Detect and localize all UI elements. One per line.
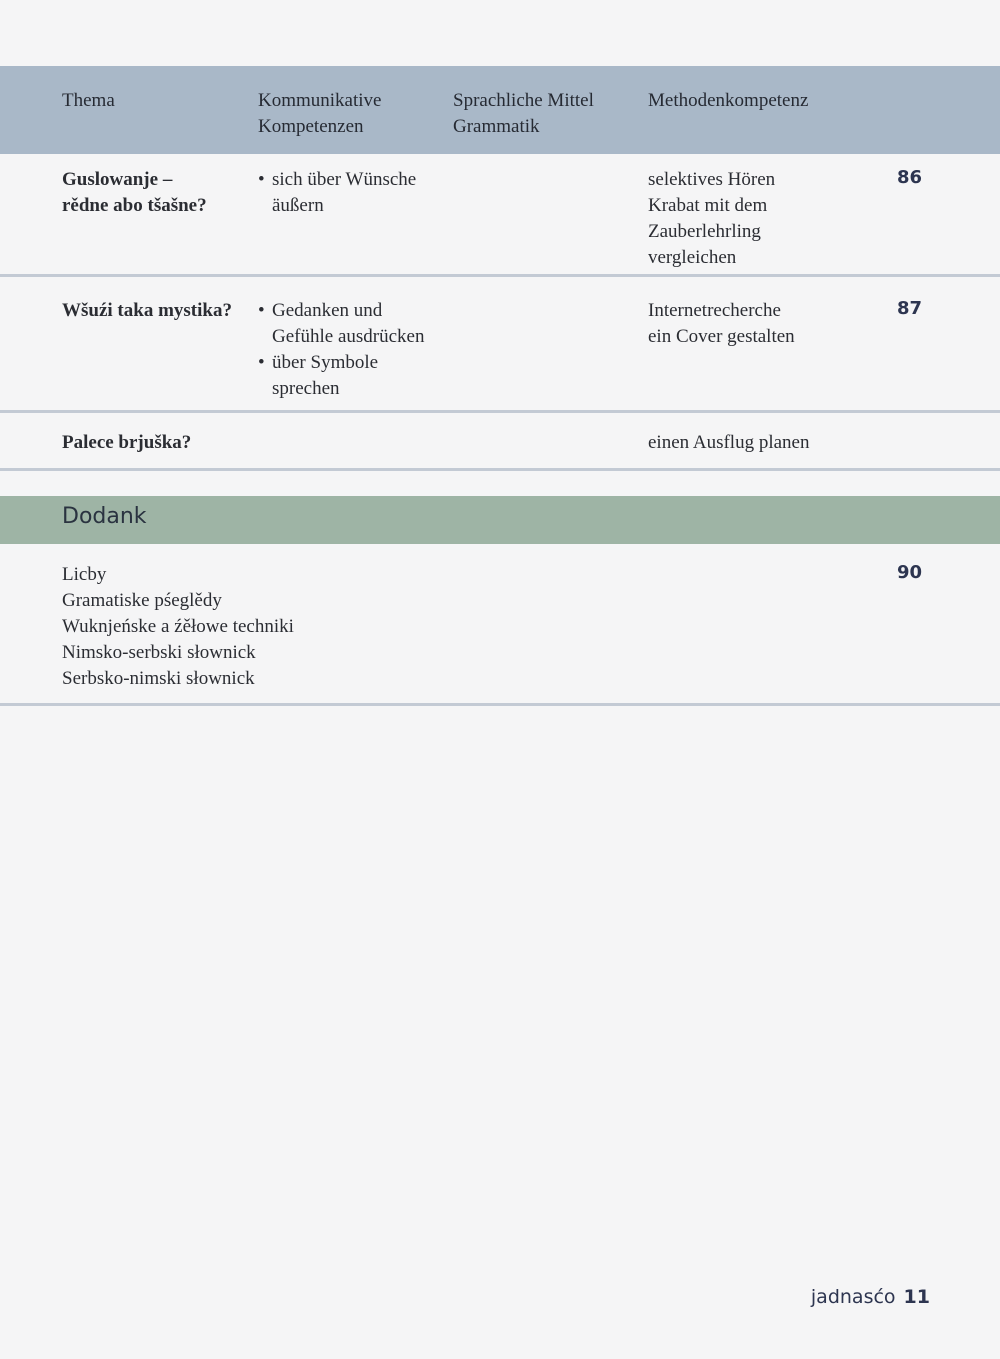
row-3-methoden-line1: einen Ausflug planen (648, 432, 810, 453)
row-2-methoden (648, 298, 888, 350)
row-1-page-number: 86 (896, 167, 922, 188)
row-1-thema (62, 167, 252, 219)
row-2-methoden-line2: ein Cover gestalten (648, 326, 795, 347)
page-footer (811, 1286, 930, 1308)
row-1-thema-line1: Guslowanje – (62, 169, 173, 190)
section-title: Dodank (62, 504, 147, 529)
row-2-bullet-1 (258, 298, 453, 350)
row-2-thema (62, 298, 257, 324)
row-2-bullet-1-line1: • Gedanken und (272, 300, 383, 321)
appendix-item: Serbsko-nimski słownick (62, 668, 255, 689)
row-2-bullet-2-line2: sprechen (272, 378, 340, 399)
column-header-kompetenzen-line1: Kommunikative (258, 90, 382, 111)
column-header-sprachliche-mittel (453, 88, 638, 140)
column-header-kompetenzen (258, 88, 438, 140)
row-1-bullet-1 (258, 167, 448, 219)
appendix-item: Gramatiske pśeglědy (62, 590, 222, 611)
column-header-sprachliche-line1: Sprachliche Mittel (453, 90, 594, 111)
row-2-methoden-line1: Internetrecherche (648, 300, 781, 321)
column-header-thema: Thema (62, 90, 115, 111)
section-header-dodank (0, 496, 1000, 544)
row-2-page-number: 87 (896, 298, 922, 319)
appendix-item: Wuknjeńske a źěłowe techniki (62, 616, 294, 637)
table-header (0, 66, 1000, 154)
appendix-item: Licby (62, 564, 107, 585)
appendix-list (62, 562, 294, 692)
row-1-methoden-line1: selektives Hören (648, 169, 776, 190)
row-1-methoden (648, 167, 888, 271)
row-2-bullet-1-line2: Gefühle ausdrücken (272, 326, 425, 347)
row-3-methoden (648, 430, 888, 456)
page-number: 11 (903, 1286, 930, 1308)
row-2-bullet-2 (258, 350, 453, 402)
row-1-kompetenzen (258, 167, 448, 219)
row-3-thema (62, 430, 257, 456)
row-1-methoden-line3: Zauberlehrling (648, 221, 761, 242)
row-divider (0, 410, 1000, 413)
row-3-thema-line1: Palece brjuška? (62, 432, 192, 453)
row-1-methoden-line2: Krabat mit dem (648, 195, 768, 216)
page-number-word: jadnasćo (810, 1286, 896, 1308)
appendix-page-number: 90 (896, 562, 922, 583)
appendix-item: Nimsko-serbski słownick (62, 642, 256, 663)
row-1-bullet-1-line2: äußern (272, 195, 324, 216)
column-header-kompetenzen-line2: Kompetenzen (258, 116, 364, 137)
column-header-methodenkompetenz: Methodenkompetenz (648, 90, 809, 111)
row-1-thema-line2: rědne abo tšašne? (62, 195, 207, 216)
column-header-sprachliche-line2: Grammatik (453, 116, 540, 137)
row-divider (0, 468, 1000, 471)
row-1-methoden-line4: vergleichen (648, 247, 737, 268)
row-divider (0, 274, 1000, 277)
row-2-bullet-2-line1: • über Symbole (272, 352, 379, 373)
row-2-kompetenzen (258, 298, 453, 402)
row-1-bullet-1-line1: • sich über Wünsche (272, 169, 417, 190)
section-divider (0, 703, 1000, 706)
row-2-thema-line1: Wšuźi taka mystika? (62, 300, 232, 321)
